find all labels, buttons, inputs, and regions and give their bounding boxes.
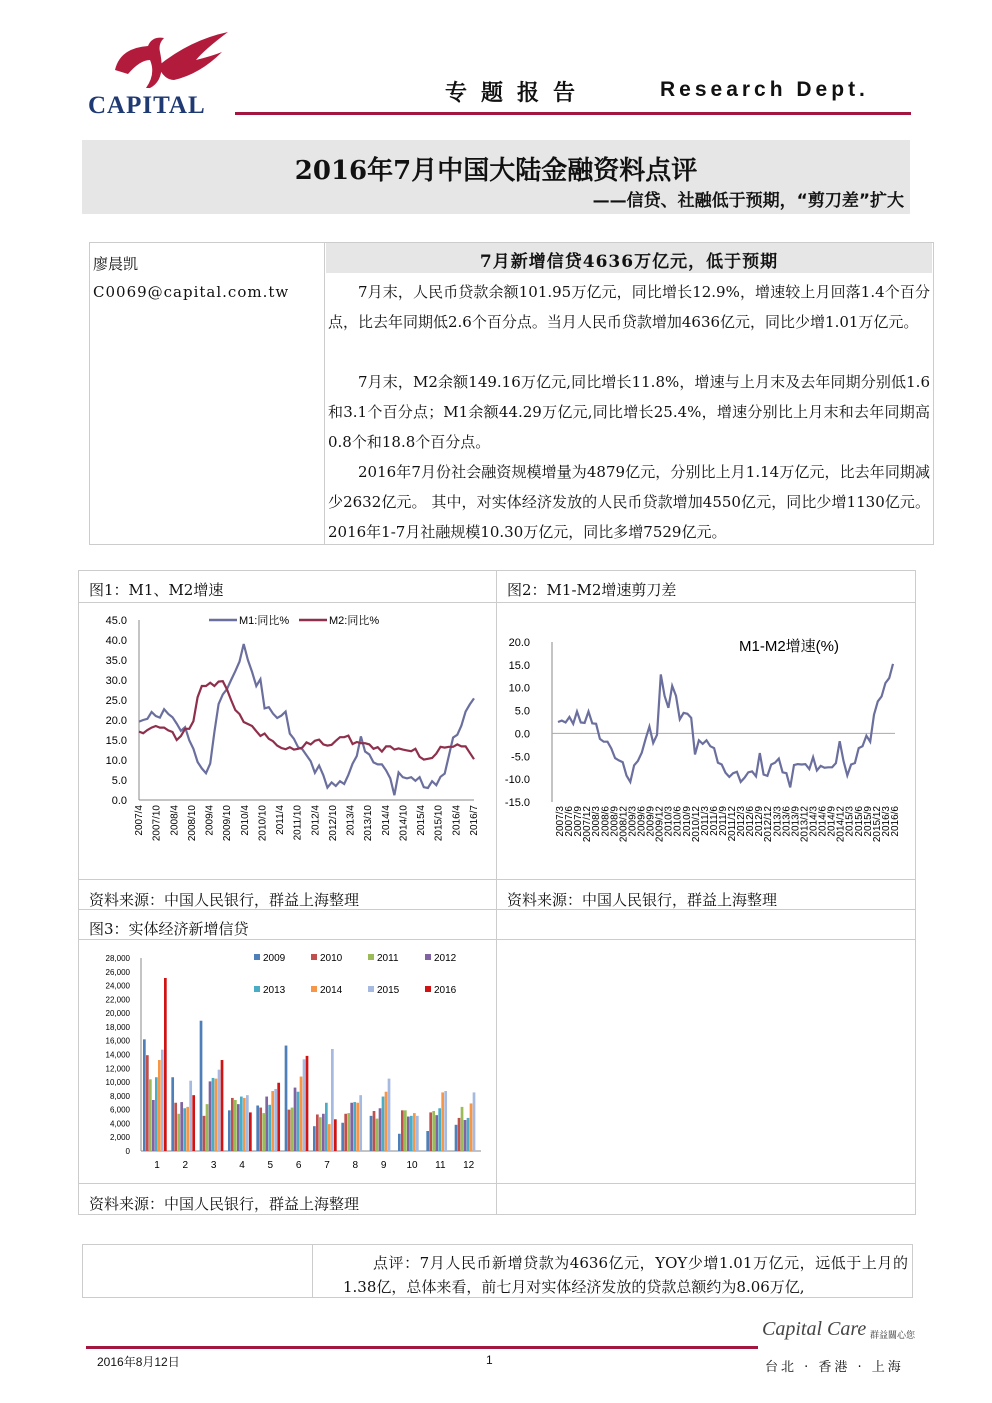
fig2-source: 资料来源：中国人民银行，群益上海整理 [507,891,778,909]
summary-paragraph-3: 2016年7月份社会融资规模增量为4879亿元，分别比上月1.14万亿元，比去年同期减少2632亿元。 其中，对实体经济发放的人民币贷款增加4550亿元，同比少增1130亿元。2016年1-7月社融规模10.30万亿元，同比多增7529亿元。 [328,463,930,541]
bar [432,1111,435,1151]
y-tick-label: 10.0 [105,755,127,767]
report-title: 2016年7月中国大陆金融资料点评 [294,156,698,186]
x-tick-label: 2011/3 [699,806,711,836]
footer-brand-logo: Capital Care [762,1318,867,1340]
x-tick-label: 9 [380,1160,387,1171]
fig3-caption: 图3：实体经济新增信贷 [89,920,249,938]
bar [243,1098,246,1151]
y-tick-label: 14,000 [105,1050,130,1060]
bar [438,1108,441,1151]
x-tick-label: 2014/4 [380,805,392,836]
bar [416,1116,419,1151]
x-tick-label: 2 [182,1160,189,1171]
x-tick-label: 2014/6 [817,806,829,837]
x-tick-label: 2010/3 [663,806,675,837]
bar [313,1126,316,1151]
bar [350,1103,353,1151]
bar [171,1077,174,1151]
bar [259,1108,262,1151]
bar [161,1050,164,1151]
logo-bird-icon [100,30,235,100]
bar [370,1116,373,1151]
bar [373,1111,376,1151]
y-tick-label: 28,000 [105,954,130,963]
y-tick-label: -10.0 [504,774,530,787]
bar [180,1102,183,1151]
x-tick-label: 2011/6 [708,806,720,836]
y-tick-label: 12,000 [105,1064,130,1074]
fig1-caption: 图1：M1、M2增速 [89,581,224,599]
x-tick-label: 2007/6 [564,806,576,837]
x-tick-label: 2012/10 [327,805,339,842]
x-tick-label: 2013/9 [790,806,802,837]
header-title-cn: 专题报告 [445,81,590,106]
x-tick-label: 2011/10 [292,805,304,841]
bar [285,1046,288,1151]
legend-label: 2011 [377,953,399,964]
legend-swatch [311,954,317,960]
bar [246,1095,249,1151]
footer-cities: 台北 · 香港 · 上海 [765,1360,904,1375]
x-tick-label: 2013/3 [772,806,784,837]
bar [385,1092,388,1151]
bar [268,1105,271,1151]
x-tick-label: 2012/3 [736,806,748,837]
x-tick-label: 6 [295,1160,302,1171]
x-tick-label: 2009/9 [645,806,657,837]
chart-title: M1-M2增速(%) [739,638,839,655]
summary-heading: 7月新增信贷4636万亿元，低于预期 [479,252,779,272]
bar [294,1088,297,1151]
bar [407,1117,410,1151]
x-tick-label: 2008/4 [169,805,181,836]
bar [146,1055,149,1151]
y-tick-label: 15.0 [508,659,530,672]
x-tick-label: 7 [324,1160,330,1171]
bar [240,1097,243,1151]
x-tick-label: 2012/12 [763,806,775,843]
bar [344,1114,347,1151]
x-tick-label: 2014/12 [835,806,847,843]
x-tick-label: 2012/6 [745,806,757,837]
bar [410,1116,413,1151]
y-tick-label: 25.0 [105,695,127,707]
bar [234,1100,237,1151]
x-tick-label: 2016/6 [890,806,901,837]
author-email[interactable]: C0069@capital.com.tw [93,283,290,301]
bar [274,1089,277,1151]
bar [212,1078,215,1151]
legend-label: 2014 [320,985,343,996]
bar [206,1104,209,1151]
y-tick-label: 4,000 [109,1119,130,1129]
header-rule [235,112,911,115]
summary-table [89,242,934,545]
bar [262,1113,265,1151]
page-number: 1 [486,1353,493,1367]
summary-heading-bar [326,243,932,273]
x-tick-label: 12 [463,1160,475,1171]
x-tick-label: 2011/12 [727,806,739,842]
bar [316,1114,319,1151]
bar [158,1060,161,1151]
y-tick-label: 16,000 [105,1036,130,1046]
y-tick-label: 5.0 [111,775,127,787]
bar [455,1125,458,1151]
x-tick-label: 2014/9 [826,806,838,837]
bar [177,1114,180,1151]
fig1-source: 资料来源：中国人民银行，群益上海整理 [89,891,360,909]
bar [404,1110,407,1151]
fig3-source: 资料来源：中国人民银行，群益上海整理 [89,1195,360,1213]
x-tick-label: 2010/4 [239,805,251,836]
x-tick-label: 2010/9 [681,806,693,837]
x-tick-label: 2010/6 [672,806,684,837]
y-tick-label: 2,000 [109,1133,130,1143]
bar [435,1115,438,1151]
y-tick-label: 5.0 [514,705,530,718]
x-tick-label: 2016/7 [469,805,480,836]
new-credit-bar-chart [79,940,495,1182]
bar [413,1113,416,1151]
author-column [90,243,325,544]
bar [331,1049,334,1151]
x-tick-label: 2016/4 [451,805,463,836]
bar [164,978,167,1151]
bar [174,1103,177,1151]
bar [444,1091,447,1151]
bar [379,1108,382,1151]
bar [221,1060,224,1151]
bar [291,1108,294,1151]
y-tick-label: 15.0 [105,735,127,747]
x-tick-label: 2015/6 [853,806,865,837]
x-tick-label: 8 [352,1160,359,1171]
bar [192,1095,195,1151]
bar [328,1124,331,1151]
x-tick-label: 2015/10 [433,805,445,842]
y-tick-label: 6,000 [109,1105,130,1115]
bar [203,1116,206,1151]
x-tick-label: 2007/12 [582,806,594,843]
y-tick-label: 0.0 [514,728,530,741]
legend-label: M2:同比% [329,615,380,627]
y-tick-label: 35.0 [105,655,127,667]
y-tick-label: 20.0 [105,715,127,727]
bar [359,1095,362,1151]
x-tick-label: 2011/4 [275,805,287,835]
x-tick-label: 2011/9 [717,806,729,836]
x-tick-label: 2015/3 [844,806,856,837]
y-tick-label: 18,000 [105,1022,130,1032]
y-tick-label: 40.0 [105,635,127,647]
bar [228,1110,231,1151]
legend-label: 2016 [434,985,457,996]
legend-swatch [311,986,317,992]
series-line-1 [139,644,474,795]
y-tick-label: 10,000 [105,1078,130,1088]
summary-paragraph-1: 7月末，人民币贷款余额101.95万亿元，同比增长12.9%，增速较上月回落1.4个百分点，比去年同期低2.6个百分点。当月人民币贷款增加4636亿元，同比少增1.01万亿元。 [328,283,930,331]
bar [303,1059,306,1151]
bar [306,1056,309,1151]
y-tick-label: 20.0 [508,637,530,649]
bar [249,1112,252,1151]
header-title-en: Research Dept. [660,78,869,101]
y-tick-label: -5.0 [511,751,530,764]
x-tick-label: 2009/10 [222,805,234,842]
legend-label: M1:同比% [239,615,290,627]
x-tick-label: 2009/4 [204,805,216,836]
x-tick-label: 11 [435,1160,446,1171]
bar [265,1097,268,1151]
fig2-caption: 图2：M1-M2增速剪刀差 [507,581,677,599]
x-tick-label: 2009/6 [636,806,648,837]
bar [200,1021,203,1151]
y-tick-label: 10.0 [508,682,530,695]
x-tick-label: 2010/10 [257,805,269,842]
x-tick-label: 2013/4 [345,805,357,836]
x-tick-label: 2007/9 [573,806,585,837]
comment-box [82,1244,913,1298]
comment-text: 点评：7月人民币新增贷款为4636亿元，YOY少增1.01万亿元，远低于上月的1.38亿，总体来看，前七月对实体经济发放的贷款总额约为8.06万亿, [343,1254,908,1296]
bar [341,1123,344,1151]
x-tick-label: 4 [239,1160,245,1171]
x-tick-label: 3 [210,1160,217,1171]
x-tick-label: 2015/4 [416,805,428,836]
bar [356,1103,359,1151]
bar [215,1079,218,1151]
x-tick-label: 2013/6 [781,806,793,837]
x-tick-label: 2010/12 [690,806,702,843]
legend-label: 2015 [377,985,400,996]
series-line-2 [139,681,474,759]
bar [297,1092,300,1151]
bar [334,1119,337,1151]
report-subtitle: ——信贷、社融低于预期，“剪刀差”扩大 [592,191,904,211]
legend-label: 2013 [263,985,286,996]
bar [353,1102,356,1151]
bar [347,1113,350,1151]
x-tick-label: 1 [154,1160,160,1171]
bar [218,1070,221,1151]
y-tick-label: -15.0 [504,797,530,809]
x-tick-label: 2013/10 [363,805,375,842]
footer-rule [86,1346,758,1349]
bar [467,1118,470,1151]
x-tick-label: 2007/4 [134,805,145,836]
x-tick-label: 2008/10 [186,805,198,842]
x-tick-label: 2008/12 [618,806,630,843]
bar [429,1112,432,1151]
y-tick-label: 26,000 [105,967,130,977]
legend-label: 2010 [320,953,343,964]
bar [388,1079,391,1151]
bar [189,1081,192,1151]
x-tick-label: 2007/10 [151,805,163,842]
footer-date: 2016年8月12日 [97,1355,180,1369]
x-tick-label: 2008/6 [600,806,612,837]
footer-brand-slogan: 群益關心您 [870,1331,916,1341]
x-tick-label: 10 [406,1160,418,1171]
bar [183,1108,186,1151]
series-line-1 [558,664,893,788]
legend-swatch [368,986,374,992]
x-tick-label: 2008/9 [609,806,621,837]
bar [382,1097,385,1151]
bar [152,1100,155,1151]
legend-swatch [368,954,374,960]
bar [461,1107,464,1151]
x-tick-label: 2007/3 [555,806,566,837]
legend-swatch [254,986,260,992]
bar [458,1118,461,1151]
y-tick-label: 20,000 [105,1009,130,1019]
bar [209,1081,212,1151]
bar [325,1103,328,1151]
bar [186,1107,189,1151]
legend-label: 2012 [434,953,457,964]
legend-swatch [425,954,431,960]
bar [149,1079,152,1151]
x-tick-label: 2008/3 [591,806,603,837]
x-tick-label: 2009/12 [654,806,666,843]
y-tick-label: 0 [125,1147,130,1156]
chart-grid [78,570,916,1215]
x-tick-label: 2009/3 [627,806,639,837]
author-name: 廖晨凯 [93,255,139,273]
y-tick-label: 45.0 [105,615,127,627]
bar [376,1119,379,1151]
bar [464,1120,467,1151]
bar [237,1104,240,1151]
y-tick-label: 8,000 [109,1091,130,1101]
legend-swatch [254,954,260,960]
m1-m2-spread-chart [497,603,914,879]
bar [277,1083,280,1151]
bar [470,1103,473,1151]
summary-paragraph-2: 7月末，M2余额149.16万亿元,同比增长11.8%，增速与上月末及去年同期分别低1.6和3.1个百分点；M1余额44.29万亿元,同比增长25.4%，增速分别比上月末和去年同期高0.8个和18.8个百分点。 [328,373,930,451]
legend-label: 2009 [263,953,286,964]
x-tick-label: 2015/12 [871,806,883,843]
y-tick-label: 0.0 [111,795,127,807]
bar [319,1117,322,1151]
y-tick-label: 22,000 [105,995,130,1005]
x-tick-label: 5 [267,1160,274,1171]
bar [231,1098,234,1151]
bar [441,1092,444,1151]
x-tick-label: 2014/10 [398,805,410,842]
bar [401,1110,404,1151]
bar [256,1106,259,1151]
x-tick-label: 2013/12 [799,806,811,843]
m1-m2-growth-chart [79,603,495,879]
x-tick-label: 2016/3 [880,806,892,837]
y-tick-label: 30.0 [105,675,127,687]
bar [426,1131,429,1151]
bar [271,1091,274,1151]
x-tick-label: 2012/9 [754,806,766,837]
bar [322,1114,325,1151]
bar [143,1039,146,1151]
y-tick-label: 24,000 [105,981,130,991]
x-tick-label: 2012/4 [310,805,322,836]
x-tick-label: 2014/3 [808,806,820,837]
logo-text: CAPITAL [88,92,206,119]
bar [300,1077,303,1151]
title-box [82,140,910,214]
bar [155,1077,158,1151]
bar [288,1110,291,1151]
bar [473,1092,476,1151]
legend-swatch [425,986,431,992]
x-tick-label: 2015/9 [862,806,874,837]
bar [398,1134,401,1151]
